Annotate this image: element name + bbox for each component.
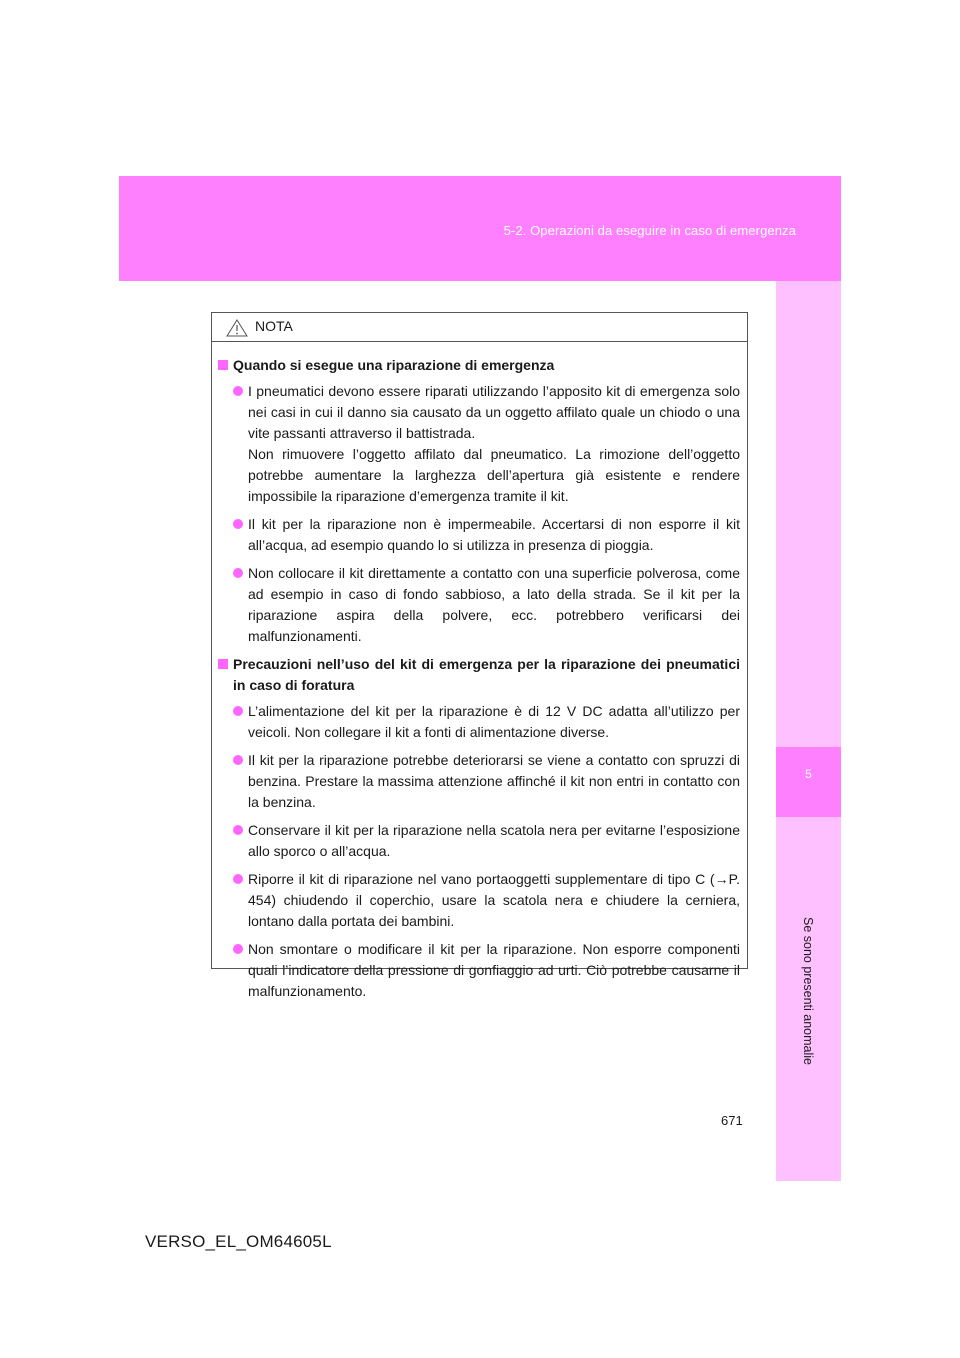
round-bullet-icon [233,386,243,396]
list-item: Non smontare o modificare il kit per la riparazione. Non esporre componenti quali l’indicatore della pressione di gonfiaggio ad urti. Ciò potrebbe causarne il malfunzionamento. [218,939,740,1002]
chapter-label: Se sono presenti anomalie [801,916,815,1066]
chapter-number: 5 [805,767,812,781]
round-bullet-icon [233,755,243,765]
section-heading: Quando si esegue una riparazione di emergenza [218,355,740,376]
square-bullet-icon [218,659,228,669]
header-band [119,176,841,281]
round-bullet-icon [233,944,243,954]
list-item: L’alimentazione del kit per la riparazione è di 12 V DC adatta all’utilizzo per veicoli. Non collegare il kit a fonti di alimentazione diverse. [218,701,740,743]
section-heading: Precauzioni nell’uso del kit di emergenza per la riparazione dei pneumatici in caso di foratura [218,654,740,696]
document-code: VERSO_EL_OM64605L [145,1232,332,1251]
page-number: 671 [721,1113,743,1128]
notice-title: NOTA [255,318,293,334]
round-bullet-icon [233,519,243,529]
list-item: Il kit per la riparazione non è impermeabile. Accertarsi di non esporre il kit all’acqua, ad esempio quando lo si utilizza in presenza di pioggia. [218,514,740,556]
warning-triangle-icon [226,319,248,337]
round-bullet-icon [233,874,243,884]
list-item: Conservare il kit per la riparazione nella scatola nera per evitarne l’esposizione allo sporco o all’acqua. [218,820,740,862]
section-title: 5-2. Operazioni da eseguire in caso di emergenza [503,223,796,238]
notice-header [212,313,747,342]
list-item: Riporre il kit di riparazione nel vano portaoggetti supplementare di tipo C (→P. 454) chiudendo il coperchio, usare la scatola nera e chiudere la cerniera, lontano dalla portata dei bambini. [218,869,740,932]
notice-box [211,312,748,999]
round-bullet-icon [233,706,243,716]
list-item: I pneumatici devono essere riparati utilizzando l’apposito kit di emergenza solo nei casi in cui il danno sia causato da un oggetto affilato quale un chiodo o una vite passanti attraverso il battistrada. Non rimuovere l’oggetto affilato dal pneumatico. La rimozione dell’oggetto potrebbe aumentare la larghezza dell’apertura già esistente e rendere impossibile la riparazione d’emergenza tramite il kit. [218,381,740,507]
chapter-side-tab [776,281,841,1181]
round-bullet-icon [233,825,243,835]
round-bullet-icon [233,568,243,578]
list-item: Non collocare il kit direttamente a contatto con una superficie polverosa, come ad esempio in caso di fondo sabbioso, a lato della strada. Se il kit per la riparazione aspira della polvere, ecc. potrebbero verificarsi dei malfunzionamenti. [218,563,740,647]
notice-body [212,342,747,1002]
list-item: Il kit per la riparazione potrebbe deteriorarsi se viene a contatto con spruzzi di benzina. Prestare la massima attenzione affinché il kit non entri in contatto con la benzina. [218,750,740,813]
square-bullet-icon [218,360,228,370]
chapter-number-box [776,747,841,817]
